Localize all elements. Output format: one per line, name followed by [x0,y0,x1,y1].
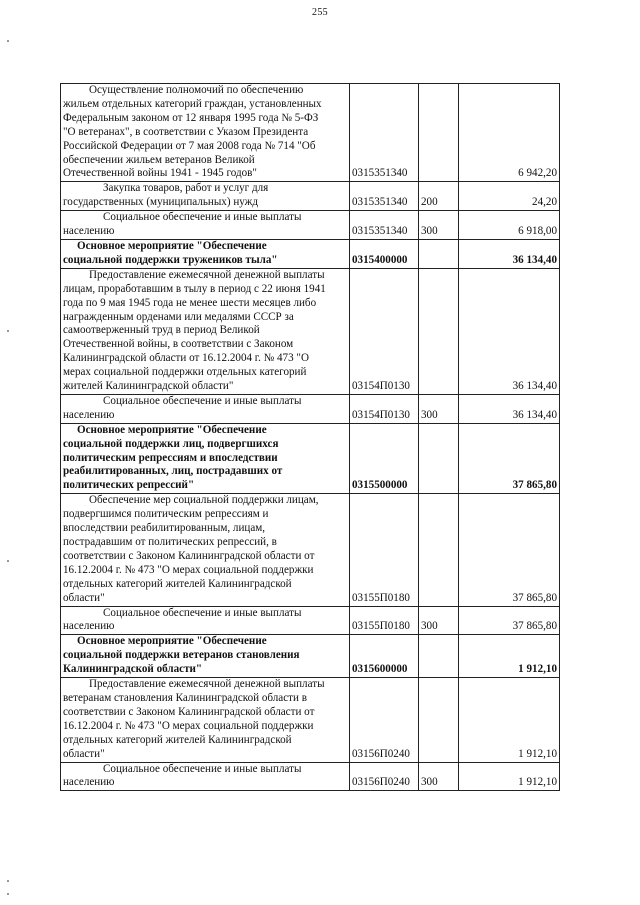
table-row [61,182,560,211]
row-name-line: социальной поддержки лиц, подвергшихся [63,437,279,450]
page-number: 255 [312,7,328,18]
row-name-line: области" [63,591,105,604]
row-name-line: года по 9 мая 1945 года не менее шести месяцев либо [63,296,317,309]
row-name-line: Осуществление полномочий по обеспечению [89,84,304,96]
row-amount-cell: 37 865,80 [459,606,560,635]
row-name-cell [61,762,350,791]
row-name-line: 16.12.2004 г. № 473 "О мерах социальной поддержки [63,719,314,732]
row-code-cell: 03156П0240 [350,678,419,762]
row-name-line: Социальное обеспечение и иные выплаты [103,606,302,619]
table-row [61,762,560,791]
table-row [61,268,560,394]
table-row [61,423,560,494]
row-code-cell: 0315351340 [350,84,419,182]
row-name-line: Социальное обеспечение и иные выплаты [103,211,302,224]
row-name-line: жителей Калининградской области" [63,380,234,393]
row-type-cell: 300 [419,762,459,791]
row-code-cell: 03155П0180 [350,606,419,635]
row-name-line: государственных (муниципальных) нужд [63,196,258,209]
row-amount-cell: 1 912,10 [459,762,560,791]
row-name-line: Основное мероприятие "Обеспечение [77,423,267,436]
row-name-line: социальной поддержки ветеранов становления [63,649,300,662]
row-name-line: населению [63,620,115,633]
row-name-cell [61,268,350,394]
row-name-line: награжденным орденами или медалями СССР за [63,310,294,323]
row-name-line: реабилитированных, лиц, пострадавших от [63,465,283,478]
row-code-cell: 0315600000 [350,635,419,678]
row-type-cell [419,239,459,268]
row-type-cell: 300 [419,394,459,423]
row-code-cell: 03155П0180 [350,494,419,606]
row-name-cell [61,211,350,240]
row-amount-cell: 6 942,20 [459,84,560,182]
row-name-line: Отечественной войны 1941 - 1945 годов" [63,167,257,180]
row-name-line: Предоставление ежемесячной денежной выплаты [89,678,325,691]
row-name-cell [61,84,350,182]
table-row [61,606,560,635]
row-name-line: Федеральным законом от 12 января 1995 года № 5-ФЗ [63,111,319,124]
row-name-line: "О ветеранах", в соответствии с Указом Президента [63,125,309,138]
row-name-cell [61,182,350,211]
table-row [61,635,560,678]
row-name-line: населению [63,408,115,421]
row-type-cell: 200 [419,182,459,211]
row-name-cell [61,423,350,494]
row-type-cell [419,268,459,394]
row-name-line: соответствии с Законом Калининградской области от [63,549,315,562]
row-name-line: населению [63,776,115,789]
row-code-cell: 03154П0130 [350,394,419,423]
row-amount-cell: 24,20 [459,182,560,211]
row-type-cell: 300 [419,606,459,635]
row-name-line: впоследствии реабилитированным, лицам, [63,522,266,535]
table-row [61,239,560,268]
row-code-cell: 03154П0130 [350,268,419,394]
budget-table [60,83,560,791]
row-name-cell [61,635,350,678]
table-row [61,678,560,762]
row-name-cell [61,239,350,268]
row-amount-cell: 1 912,10 [459,678,560,762]
row-name-line: самоотверженный труд в период Великой [63,324,260,337]
row-type-cell [419,494,459,606]
row-name-line: социальной поддержки тружеников тыла" [63,253,278,266]
row-name-line: Калининградской области от 16.12.2004 г. № 473 "О [63,352,309,365]
row-type-cell [419,678,459,762]
table-row [61,84,560,182]
row-amount-cell: 36 134,40 [459,394,560,423]
table-row [61,394,560,423]
row-name-line: Калининградской области" [63,663,203,676]
row-amount-cell: 6 918,00 [459,211,560,240]
row-amount-cell: 1 912,10 [459,635,560,678]
row-name-line: отдельных категорий жителей Калининградской [63,577,292,590]
row-name-line: ветеранам становления Калининградской области в [63,691,307,704]
row-name-line: Закупка товаров, работ и услуг для [103,182,269,195]
row-name-line: населению [63,225,115,238]
row-code-cell: 0315351340 [350,182,419,211]
row-code-cell: 03156П0240 [350,762,419,791]
row-name-cell [61,394,350,423]
row-name-line: мерах социальной поддержки отдельных категорий [63,366,307,379]
row-name-line: политическим репрессиям и впоследствии [63,451,278,464]
row-name-line: Основное мероприятие "Обеспечение [77,239,267,252]
row-amount-cell: 36 134,40 [459,239,560,268]
row-name-line: жильем отдельных категорий граждан, установленных [63,97,322,110]
row-type-cell: 300 [419,211,459,240]
row-name-line: области" [63,747,105,760]
row-name-cell [61,606,350,635]
row-name-cell [61,678,350,762]
row-code-cell: 0315400000 [350,239,419,268]
table-row [61,211,560,240]
row-type-cell [419,423,459,494]
row-name-line: соответствии с Законом Калининградской области от [63,705,315,718]
row-name-line: политических репрессий" [63,479,195,492]
row-name-line: лицам, проработавшим в тылу в период с 22 июня 1941 [63,282,326,295]
row-code-cell: 0315500000 [350,423,419,494]
row-name-line: Российской Федерации от 7 мая 2008 года № 714 "Об [63,139,316,152]
row-name-line: Обеспечение мер социальной поддержки лицам, [89,494,319,507]
row-name-line: Социальное обеспечение и иные выплаты [103,394,302,407]
row-name-line: 16.12.2004 г. № 473 "О мерах социальной поддержки [63,563,314,576]
table-row [61,494,560,606]
row-name-cell [61,494,350,606]
row-name-line: пострадавшим от политических репрессий, в [63,536,277,548]
budget-table-body [61,84,560,791]
row-amount-cell: 37 865,80 [459,423,560,494]
row-amount-cell: 37 865,80 [459,494,560,606]
row-type-cell [419,84,459,182]
row-name-line: отдельных категорий жителей Калининградской [63,733,292,746]
row-name-line: Предоставление ежемесячной денежной выплаты [89,268,325,281]
row-code-cell: 0315351340 [350,211,419,240]
row-type-cell [419,635,459,678]
row-name-line: подвергшимся политическим репрессиям и [63,508,269,521]
row-amount-cell: 36 134,40 [459,268,560,394]
row-name-line: Отечественной войны, в соответствии с Законом [63,338,294,351]
row-name-line: Социальное обеспечение и иные выплаты [103,762,302,775]
row-name-line: обеспечении жильем ветеранов Великой [63,153,255,166]
binding-margin-dots [7,0,9,905]
row-name-line: Основное мероприятие "Обеспечение [77,635,267,648]
